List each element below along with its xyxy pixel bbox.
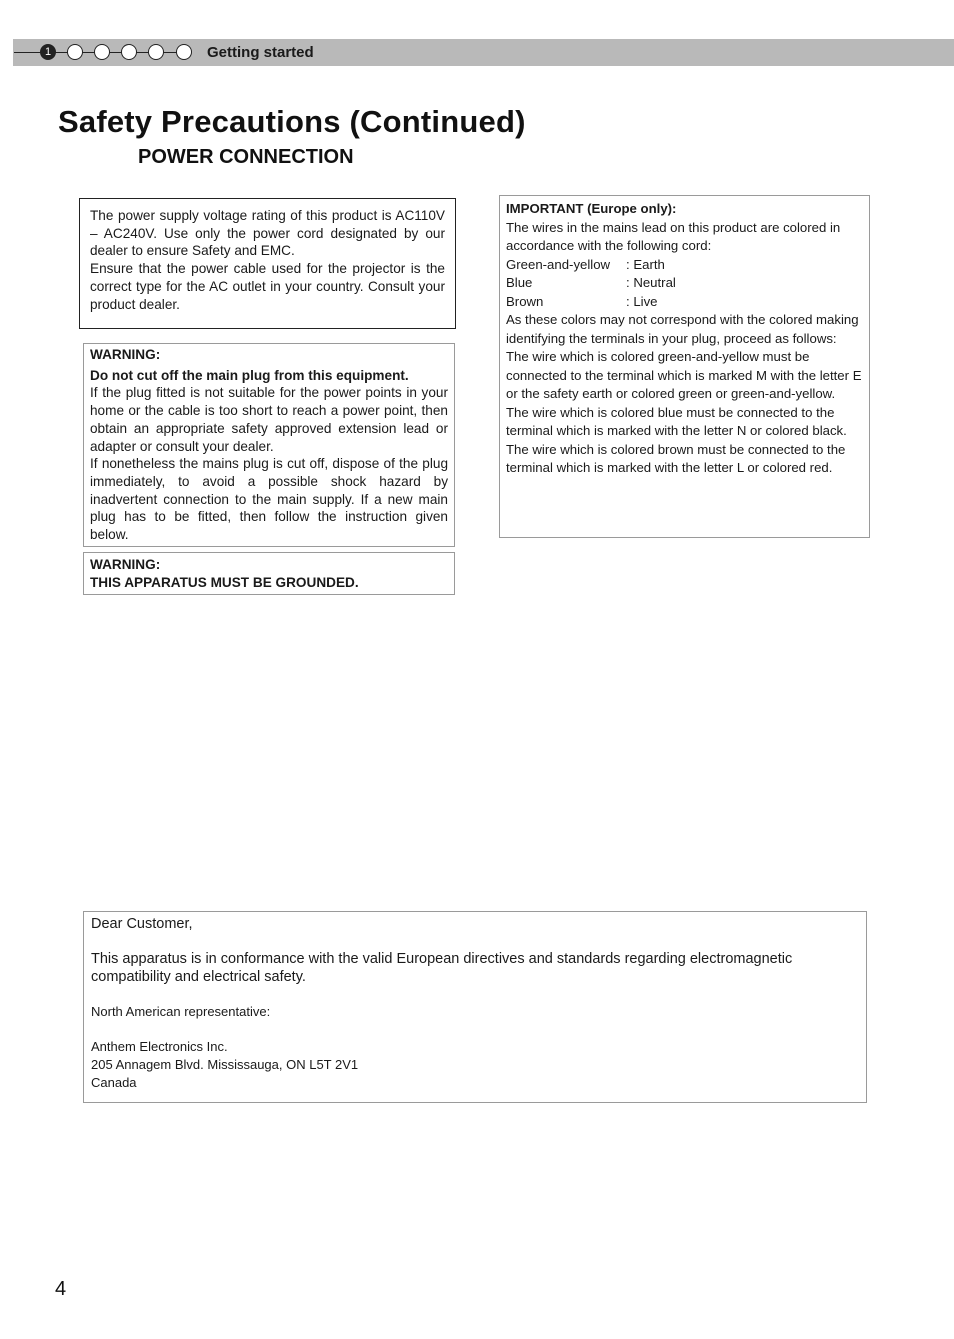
important-paragraph-4: The wire which is colored brown must be connected to the terminal which is marked with the letter L or colored red. [506,441,846,475]
step-indicator-4 [121,44,137,60]
company-country: Canada [91,1075,137,1090]
step-indicator-1: 1 [40,44,56,60]
important-europe-box [499,195,870,538]
voltage-notice-box [79,198,456,329]
wire-color-row [506,293,863,312]
wire-color-meaning: : Neutral [626,275,676,290]
important-heading: IMPORTANT (Europe only): [506,201,677,216]
company-address: 205 Annagem Blvd. Mississauga, ON L5T 2V1 [91,1057,359,1072]
warning-paragraph-2: If nonetheless the mains plug is cut off, dispose of the plug immediately, to avoid a possible shock hazard by inadvertent connection to the main supply. If a new main plug has to be fitted, then follow the instruction given below. [90,456,448,543]
wire-color-name: Brown [506,293,544,309]
warning-ground-box [83,552,455,595]
warning-paragraph-1: If the plug fitted is not suitable for the power points in your home or the cable is too short to reach a power point, then obtain an appropriate safety approved extension lead or adapter or consult your dealer. [90,385,448,454]
step-indicator-5 [148,44,164,60]
section-name: Getting started [207,44,314,61]
important-intro: The wires in the mains lead on this product are colored in accordance with the following cord: [506,219,841,253]
warning-ground-text: THIS APPARATUS MUST BE GROUNDED. [90,574,359,590]
important-paragraph-3: The wire which is colored blue must be connected to the terminal which is marked with the letter N or colored black. [506,404,847,438]
step-indicator-2 [67,44,83,60]
voltage-paragraph-2: Ensure that the power cable used for the projector is the correct type for the AC outlet in your country. Consult your product dealer. [90,261,445,312]
wire-color-row [506,256,863,275]
wire-color-name: Blue [506,275,533,290]
step-indicator-3 [94,44,110,60]
voltage-paragraph-1: The power supply voltage rating of this product is AC110V – AC240V. Use only the power cord designated by our dealer to ensure Safety and EMC. [90,208,445,259]
customer-greeting: Dear Customer, [91,916,193,932]
customer-notice-box [83,911,867,1103]
important-paragraph-1: As these colors may not correspond with the colored making identifying the terminals in your plug, proceed as follows: [506,312,859,346]
company-name: Anthem Electronics Inc. [91,1039,228,1054]
representative-label: North American representative: [91,1004,271,1019]
section-subtitle: POWER CONNECTION [138,146,354,168]
wire-color-meaning: : Earth [626,256,665,272]
wire-color-meaning: : Live [626,293,658,309]
important-paragraph-2: The wire which is colored green-and-yellow must be connected to the terminal which is marked M with the letter E or the safety earth or colored green or green-and-yellow. [506,349,862,401]
warning-lead: Do not cut off the main plug from this equipment. [90,367,409,383]
page-number: 4 [55,1278,67,1300]
wire-color-name: Green-and-yellow [506,256,611,272]
warning-heading: WARNING: [90,347,161,362]
page-title: Safety Precautions (Continued) [58,104,526,139]
warning-plug-box [83,343,455,547]
step-indicator-6 [176,44,192,60]
warning-ground-heading: WARNING: [90,557,161,572]
wire-color-row [506,274,863,293]
conformance-statement: This apparatus is in conformance with the valid European directives and standards regarding electromagnetic compatibility and electrical safety. [91,951,793,985]
